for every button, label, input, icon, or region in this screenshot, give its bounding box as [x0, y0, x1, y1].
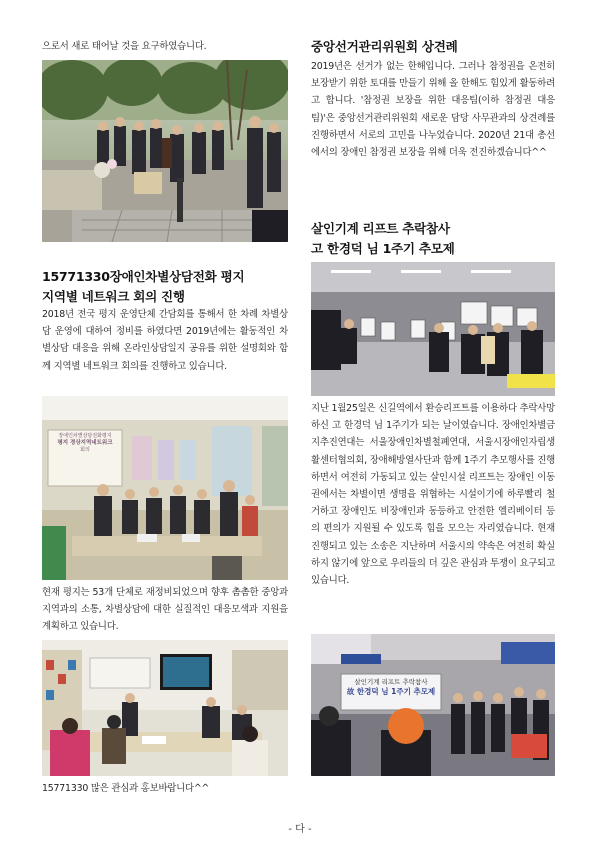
lift-title-line2: 고 한경덕 님 1주기 추모제: [311, 241, 455, 256]
hotline-title-line1: 15771330장애인차별상담전화 평지: [42, 269, 245, 284]
lift-title-line1: 살인기계 리프트 추락참사: [311, 221, 450, 236]
photo-memorial-banner: [311, 634, 555, 776]
hotline-body: 2018년 전국 평지 운영단체 간담회를 통해서 한 차례 차별상담 운영에 대하여 정비를 하였다면 2019년에는 활동적인 차별상담 대응을 위해 온라인상담일지 공유를 위한 설명회와 함께 지역별 네트워크 회의를 진행하고 있습니다.: [42, 309, 288, 372]
meeting-banner-text-1: 장애인차별상담전화평지: [58, 433, 112, 439]
hotline-title-line2: 지역별 네트워크 회의 진행: [42, 289, 185, 304]
meeting-banner-text-2: 평지 경상지역네트워크: [57, 440, 113, 446]
nec-body: 2019년은 선거가 없는 한해입니다. 그러나 참정권을 온전히 보장받기 위한 토대를 만들기 위해 올 한해도 힘있게 활동하려고 합니다. '참정권 보장을 위한 대응팀(이하 참정권 대응팀)'은 중앙선거관리위원회 새로운 담당 사무관과의 상견례를 진행하면서 서로의 고민을 나누었습니다. 2020년 21대 총선에서의 장애인 참정권 보장을 위해 더욱 전진하겠습니다^^: [311, 61, 555, 159]
hotline-after-photo-text: 현재 평지는 53개 단체로 재정비되었으며 향후 촘촘한 중앙과 지역과의 소통, 차별상담에 대한 실질적인 대응모색과 지원을 계획하고 있습니다.: [42, 587, 288, 633]
meeting-banner-text-3: 회의: [80, 447, 90, 453]
intro-text: 으로서 새로 태어날 것을 요구하였습니다.: [42, 41, 207, 52]
photo-memorial-ceremony: [42, 60, 288, 242]
photo-office-meeting: [42, 640, 288, 776]
photo-station-memorial: [311, 262, 555, 396]
hotline-closing: 15771330 많은 관심과 홍보바랍니다^^: [42, 783, 210, 794]
nec-title: 중앙선거관리위원회 상견례: [311, 39, 458, 54]
lift-banner-line1: 살인기계 리프트 추락참사: [354, 678, 428, 686]
lift-banner-line2: 故 한경덕 님 1주기 추모제: [346, 687, 436, 696]
photo-network-meeting: [42, 396, 288, 580]
lift-body: 지난 1월25일은 신길역에서 환승리프트를 이용하다 추락사망하신 고 한경덕 님 1주기가 되는 날이였습니다. 장애인차별금지추진연대는 서울장애인차별철폐연대, 서울시장애인자립생활센터협의회, 장애해방열사단과 함께 1주기 추모행사를 진행하면서 여전히 가동되고 있는 살인시설 리프트는 장애인 이동권에서는 차별이면 생명을 위협하는 시설이기에 하루빨리 철거하고 장애인도 비장애인과 동등하고 안전한 엘리베이터 등의 편의가 지원될 수 있도록 힘을 모으는 자리였습니다. 현재 진행되고 있는 소송은 지난하며 서울시의 약속은 여전히 확실하지 않기에 앞으로 우리들의 더 깊은 관심과 투쟁이 요구되고 있습니다.: [311, 403, 555, 587]
page-number: - 다 -: [288, 824, 312, 835]
